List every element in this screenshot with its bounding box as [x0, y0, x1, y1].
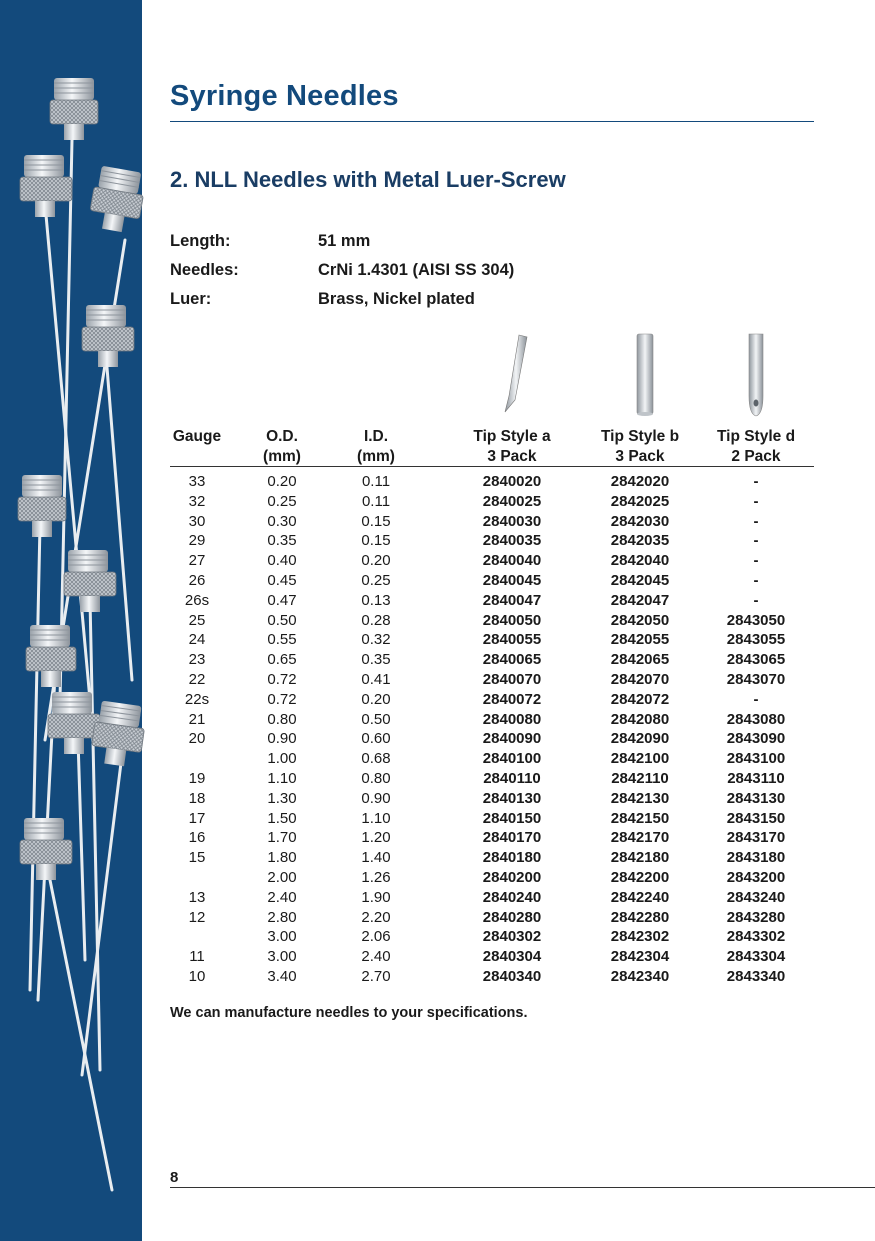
cell-tip-a: 2840025	[482, 492, 542, 510]
cell-od: 3.00	[267, 928, 297, 946]
cell-tip-d: 2843110	[727, 769, 785, 787]
cell-gauge: 22s	[184, 690, 210, 708]
cell-tip-b: 2842240	[610, 888, 670, 906]
cell-gauge: 26	[188, 571, 206, 589]
cell-od: 1.70	[267, 829, 297, 847]
cell-tip-b: 2842072	[610, 690, 670, 708]
cell-tip-b: 2842110	[611, 769, 669, 787]
cell-tip-d: 2843280	[726, 908, 786, 926]
cell-od: 3.00	[267, 948, 297, 966]
cell-tip-d: -	[753, 512, 759, 530]
cell-tip-d: 2843100	[726, 750, 786, 768]
cell-od: 0.90	[267, 730, 297, 748]
cell-tip-d: 2843302	[726, 928, 786, 946]
cell-od: 1.80	[267, 849, 297, 867]
cell-od: 1.50	[267, 809, 297, 827]
table-row	[170, 492, 814, 512]
header-gauge	[170, 427, 224, 447]
spec-row-length	[170, 232, 514, 261]
cell-od: 0.72	[267, 690, 297, 708]
cell-tip-a: 2840240	[482, 888, 542, 906]
header-unit: 3 Pack	[615, 448, 665, 465]
cell-tip-a: 2840170	[482, 829, 542, 847]
cell-od: 0.40	[267, 552, 297, 570]
cell-tip-b: 2842130	[610, 789, 670, 807]
cell-tip-a: 2840200	[482, 868, 542, 886]
cell-tip-d: 2843304	[726, 948, 786, 966]
cell-od: 2.40	[267, 888, 297, 906]
cell-gauge: 24	[188, 631, 206, 649]
header-text: Gauge	[172, 428, 222, 445]
cell-tip-d: 2843080	[726, 710, 786, 728]
cell-tip-b: 2842180	[610, 849, 670, 867]
table-row	[170, 512, 814, 532]
cell-id: 0.11	[361, 473, 391, 490]
cell-tip-d: 2843055	[726, 631, 786, 649]
cell-tip-a: 2840035	[482, 532, 542, 550]
cell-tip-b: 2842035	[610, 532, 670, 550]
table-row	[170, 710, 814, 730]
cell-id: 0.15	[361, 512, 391, 530]
cell-id: 0.20	[361, 552, 391, 570]
cell-id: 2.40	[361, 948, 391, 966]
header-text: I.D.	[363, 428, 389, 445]
cell-tip-b: 2842047	[610, 591, 670, 609]
cell-od: 2.80	[267, 908, 297, 926]
spec-row-needles	[170, 261, 514, 290]
spec-label: Length:	[170, 232, 231, 250]
cell-od: 2.00	[267, 868, 297, 886]
cell-tip-a: 2840110	[483, 769, 541, 787]
cell-tip-a: 2840072	[482, 690, 542, 708]
cell-id: 0.20	[361, 690, 391, 708]
cell-gauge: 16	[188, 829, 206, 847]
cell-gauge: 25	[188, 611, 206, 629]
footer-divider	[170, 1187, 875, 1188]
table-row	[170, 789, 814, 809]
header-unit: (mm)	[357, 448, 395, 465]
spec-label: Luer:	[170, 290, 212, 308]
cell-tip-b: 2842025	[610, 492, 670, 510]
table-row	[170, 551, 814, 571]
cell-od: 1.00	[267, 750, 297, 768]
table-row	[170, 571, 814, 591]
cell-tip-d: 2843180	[726, 849, 786, 867]
spec-value: 51 mm	[318, 232, 371, 250]
cell-tip-b: 2842340	[610, 967, 670, 985]
cell-tip-a: 2840280	[482, 908, 542, 926]
cell-tip-d: -	[753, 492, 759, 510]
cell-gauge: 12	[188, 908, 206, 926]
cell-od: 0.20	[267, 473, 297, 490]
cell-id: 2.06	[361, 928, 391, 946]
table-row	[170, 848, 814, 868]
cell-gauge: 11	[189, 948, 205, 966]
table-row	[170, 749, 814, 769]
cell-tip-a: 2840030	[482, 512, 542, 530]
table-row	[170, 729, 814, 749]
cell-tip-a: 2840045	[482, 571, 542, 589]
cell-tip-d: 2843240	[726, 888, 786, 906]
cell-tip-a: 2840080	[482, 710, 542, 728]
cell-tip-a: 2840302	[482, 928, 542, 946]
cell-tip-b: 2842090	[610, 730, 670, 748]
cell-id: 0.32	[361, 631, 391, 649]
cell-gauge: 17	[188, 809, 206, 827]
cell-od: 3.40	[267, 967, 297, 985]
table-row	[170, 828, 814, 848]
cell-tip-a: 2840180	[482, 849, 542, 867]
cell-tip-a: 2840100	[482, 750, 542, 768]
cell-tip-a: 2840065	[482, 651, 542, 669]
section-title: 2. NLL Needles with Metal Luer-Screw	[170, 167, 566, 192]
cell-tip-d: -	[753, 591, 759, 609]
cell-tip-a: 2840150	[482, 809, 542, 827]
spec-value: CrNi 1.4301 (AISI SS 304)	[318, 261, 515, 279]
cell-gauge: 23	[188, 651, 206, 669]
header-text: Tip Style a	[473, 428, 551, 445]
header-tip-a	[462, 427, 562, 467]
footnote: We can manufacture needles to your specifications.	[170, 1005, 528, 1021]
cell-id: 0.11	[361, 492, 391, 510]
spec-row-luer	[170, 290, 514, 319]
cell-od: 0.30	[267, 512, 297, 530]
cell-od: 0.80	[267, 710, 297, 728]
cell-id: 0.15	[361, 532, 391, 550]
table-row	[170, 690, 814, 710]
cell-od: 0.72	[267, 670, 297, 688]
cell-gauge: 13	[188, 888, 206, 906]
table-row	[170, 947, 814, 967]
cell-tip-b: 2842200	[610, 868, 670, 886]
header-text: Tip Style b	[600, 428, 680, 445]
cell-gauge: 29	[188, 532, 206, 550]
page-number: 8	[170, 1169, 179, 1186]
cell-id: 0.28	[361, 611, 391, 629]
cell-gauge: 27	[188, 552, 206, 570]
cell-tip-b: 2842080	[610, 710, 670, 728]
cell-tip-b: 2842030	[610, 512, 670, 530]
cell-od: 0.65	[267, 651, 297, 669]
cell-tip-b: 2842065	[610, 651, 670, 669]
cell-id: 0.50	[361, 710, 391, 728]
cell-tip-a: 2840130	[482, 789, 542, 807]
cell-tip-d: 2843340	[726, 967, 786, 985]
cell-tip-b: 2842150	[610, 809, 670, 827]
table-row	[170, 908, 814, 928]
table-row	[170, 472, 814, 492]
header-id	[350, 427, 402, 467]
cell-id: 0.35	[361, 651, 391, 669]
header-tip-d	[706, 427, 806, 467]
header-unit: (mm)	[263, 448, 301, 465]
cell-tip-a: 2840047	[482, 591, 542, 609]
table-row	[170, 591, 814, 611]
table-row	[170, 888, 814, 908]
cell-tip-b: 2842304	[610, 948, 670, 966]
cell-gauge: 22	[188, 670, 206, 688]
cell-od: 0.35	[267, 532, 297, 550]
header-unit: 3 Pack	[487, 448, 537, 465]
cell-tip-d: 2843090	[726, 730, 786, 748]
spec-value: Brass, Nickel plated	[318, 290, 475, 308]
tip-style-a-icon	[497, 330, 537, 420]
cell-tip-d: 2843050	[726, 611, 786, 629]
cell-gauge: 21	[188, 710, 206, 728]
cell-tip-b: 2842280	[610, 908, 670, 926]
cell-tip-a: 2840020	[482, 473, 542, 490]
cell-gauge: 33	[188, 473, 206, 490]
cell-tip-b: 2842040	[610, 552, 670, 570]
cell-tip-b: 2842045	[610, 571, 670, 589]
table-row	[170, 927, 814, 947]
cell-tip-b: 2842055	[610, 631, 670, 649]
cell-id: 1.40	[361, 849, 391, 867]
cell-tip-d: -	[753, 532, 759, 550]
cell-gauge: 32	[188, 492, 206, 510]
table-row	[170, 769, 814, 789]
header-text: O.D.	[266, 428, 298, 445]
header-od	[256, 427, 308, 467]
cell-tip-a: 2840304	[482, 948, 542, 966]
cell-tip-d: 2843065	[726, 651, 786, 669]
cell-id: 0.60	[361, 730, 391, 748]
tip-style-d-icon	[736, 330, 776, 420]
cell-tip-d: -	[753, 571, 759, 589]
cell-od: 0.55	[267, 631, 297, 649]
header-tip-b	[590, 427, 690, 467]
cell-gauge: 18	[188, 789, 206, 807]
tip-style-b-icon	[625, 330, 665, 420]
cell-gauge: 20	[188, 730, 206, 748]
cell-tip-a: 2840055	[482, 631, 542, 649]
cell-od: 1.10	[267, 769, 297, 787]
cell-tip-a: 2840050	[482, 611, 542, 629]
cell-tip-a: 2840090	[482, 730, 542, 748]
page-title: Syringe Needles	[170, 80, 399, 112]
cell-gauge: 10	[188, 967, 206, 985]
spec-label: Needles:	[170, 261, 239, 279]
cell-tip-d: -	[753, 473, 759, 490]
cell-gauge: 15	[188, 849, 206, 867]
cell-tip-d: 2843200	[726, 868, 786, 886]
cell-tip-b: 2842020	[610, 473, 670, 490]
cell-tip-b: 2842050	[610, 611, 670, 629]
needles-illustration-icon	[0, 0, 160, 1241]
cell-id: 0.68	[361, 750, 391, 768]
cell-gauge: 26s	[184, 591, 210, 609]
table-row	[170, 809, 814, 829]
table-row	[170, 611, 814, 631]
table-row	[170, 967, 814, 987]
table-row	[170, 670, 814, 690]
cell-tip-b: 2842070	[610, 670, 670, 688]
cell-tip-b: 2842302	[610, 928, 670, 946]
table-row	[170, 630, 814, 650]
spec-list	[170, 232, 514, 319]
cell-tip-d: 2843130	[726, 789, 786, 807]
table-row	[170, 531, 814, 551]
table-row	[170, 868, 814, 888]
cell-tip-b: 2842100	[610, 750, 670, 768]
cell-id: 1.90	[361, 888, 391, 906]
cell-tip-d: 2843070	[726, 670, 786, 688]
cell-id: 0.25	[361, 571, 391, 589]
cell-id: 1.10	[361, 809, 391, 827]
cell-od: 0.45	[267, 571, 297, 589]
table-row	[170, 650, 814, 670]
header-unit: 2 Pack	[731, 448, 781, 465]
cell-id: 0.13	[361, 591, 391, 609]
cell-id: 0.41	[361, 670, 391, 688]
cell-gauge: 30	[188, 512, 206, 530]
cell-tip-b: 2842170	[610, 829, 670, 847]
cell-id: 2.70	[361, 967, 391, 985]
cell-od: 0.47	[267, 591, 297, 609]
cell-tip-d: -	[753, 690, 759, 708]
cell-id: 1.20	[361, 829, 391, 847]
cell-tip-a: 2840040	[482, 552, 542, 570]
cell-id: 0.90	[361, 789, 391, 807]
cell-od: 0.50	[267, 611, 297, 629]
cell-tip-d: -	[753, 552, 759, 570]
cell-tip-a: 2840340	[482, 967, 542, 985]
table-header-divider	[170, 466, 814, 467]
cell-od: 1.30	[267, 789, 297, 807]
cell-tip-d: 2843150	[726, 809, 786, 827]
cell-id: 1.26	[361, 868, 391, 886]
cell-od: 0.25	[267, 492, 297, 510]
cell-tip-a: 2840070	[482, 670, 542, 688]
cell-tip-d: 2843170	[726, 829, 786, 847]
header-text: Tip Style d	[716, 428, 796, 445]
cell-id: 0.80	[361, 769, 391, 787]
cell-gauge: 19	[188, 769, 206, 787]
title-divider	[170, 121, 814, 122]
cell-id: 2.20	[361, 908, 391, 926]
product-table	[170, 472, 814, 987]
